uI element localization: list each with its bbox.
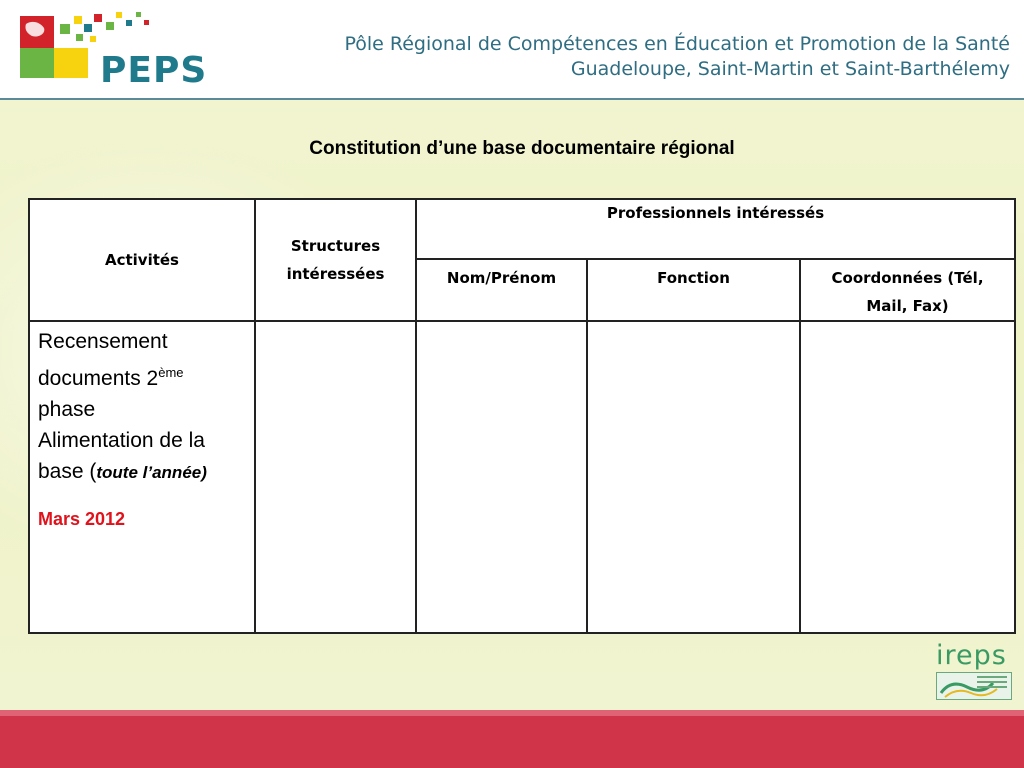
activity-line1: Recensement [38,330,168,353]
header-title-line1: Pôle Régional de Compétences en Éducation et Promotion de la Santé [344,33,1010,55]
header-title-line2: Guadeloupe, Saint-Martin et Saint-Barthélemy [570,58,1010,80]
ireps-emblem-icon [937,673,1011,699]
activity-date: Mars 2012 [38,509,126,529]
header-fonction [587,259,800,321]
header-fonction-label: Fonction [657,269,730,287]
activities-table [28,198,1016,634]
coordonnees-cell [800,321,1015,633]
footer-band [0,710,1024,768]
header-activites [29,199,255,321]
page-header [0,0,1024,100]
document-title: Constitution d’une base documentaire régional [309,138,735,159]
header-professionnels [416,199,1015,259]
ireps-logo [936,640,1014,698]
header-professionnels-label: Professionnels intéressés [606,204,825,222]
header-nom [416,259,587,321]
header-nom-label: Nom/Prénom [446,269,557,287]
header-structures-line2: intéressées [286,265,385,283]
header-structures [255,199,416,321]
activity-line5-italic: toute l’année) [96,463,207,482]
header-coordonnees [800,259,1015,321]
activity-line2 [38,357,246,394]
header-coordonnees-line1: Coordonnées (Tél, [831,269,984,287]
header-title [344,32,1010,82]
activity-line5-main: base ( [38,460,97,483]
ireps-logo-word: ireps [936,640,1007,671]
nom-cell [416,321,587,633]
peps-logo-text: PEPS [100,50,208,91]
activity-line5 [38,456,246,488]
activity-line2-sup: ème [158,365,184,380]
table-row [29,321,1015,633]
activity-line3: phase [38,398,96,421]
header-activites-label: Activités [104,251,179,269]
header-coordonnees-line2: Mail, Fax) [866,297,949,315]
activity-cell [29,321,255,633]
activity-line2-main: documents 2 [38,367,159,390]
fonction-cell [587,321,800,633]
peps-logo [18,10,218,91]
ireps-logo-emblem [936,672,1012,700]
header-coordonnees-label [801,260,1014,320]
activity-line4: Alimentation de la [38,429,205,452]
structures-cell [255,321,416,633]
header-structures-line1: Structures [290,237,381,255]
